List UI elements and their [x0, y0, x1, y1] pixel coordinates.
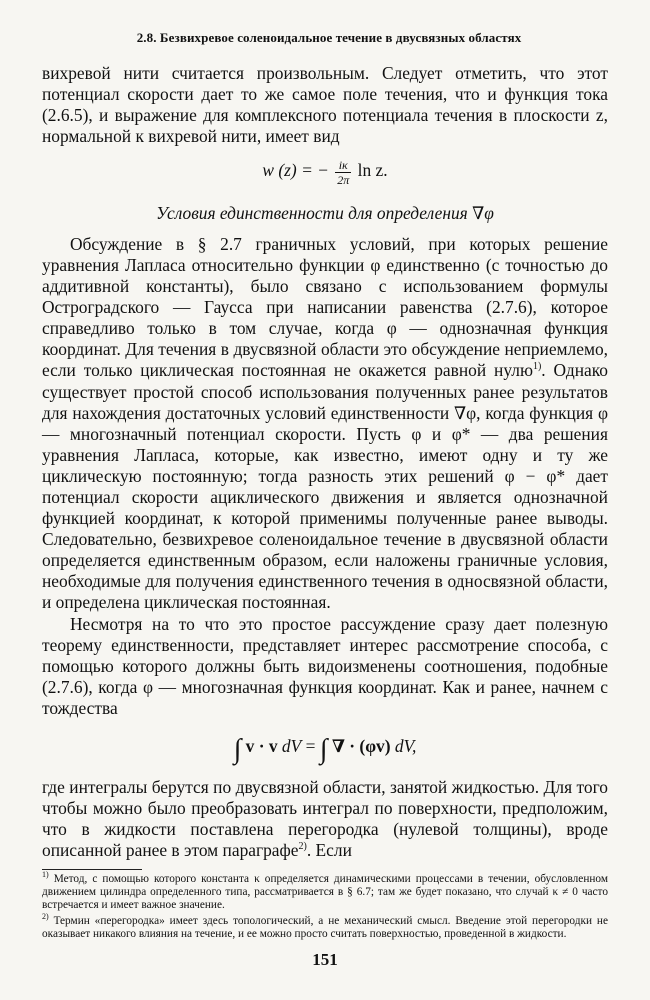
paragraph-4-text: где интегралы берутся по двусвязной области, занятой жидкостью. Для того чтобы можно было преобразовать интеграл по поверхности, предположим, что в жидкости поставлена перегородка (нулевой толщины), вроде описанной ранее в этом параграфе [42, 777, 608, 861]
integral-sign-1: ∫ [233, 734, 242, 766]
footnote-1 [42, 870, 608, 912]
running-head: 2.8. Безвихревое соленоидальное течение в двусвязных областях [136, 30, 522, 45]
page-number: 151 [312, 950, 338, 969]
footnote-divider [42, 869, 142, 870]
footnote-2 [42, 912, 608, 941]
paragraph-3: Несмотря на то что это простое рассуждение сразу дает полезную теорему единственности, представляет интерес рассмотрение способа, с помощью которого должны быть видоизменены соотношения, подобные (2.7.6), когда φ — многозначная функция координат. Как и ранее, начнем с тождества [42, 613, 608, 718]
paragraph-2-text: Обсуждение в § 2.7 граничных условий, при которых решение уравнения Лапласа относительно функции φ единственно (с точностью до аддитивной константы), было связано с использованием формулы Остроградского — Гаусса при написании равенства (2.7.6), которое справедливо только в том случае, когда φ — однозначная функция координат. Для течения в двусвязной области это обсуждение неприемлемо, если только циклическая постоянная не окажется равной нулю [42, 233, 608, 381]
fraction-denominator: 2π [337, 172, 350, 187]
paragraph-4 [42, 777, 608, 861]
paragraph-2-cont: . Однако существует простой способ использования полученных ранее результатов для нахождения достаточных условий единственности ∇φ, когда функция φ — многозначный потенциал скорости. Пусть φ и φ* — два решения уравнения Лапласа, которые, как известно, имеют одну и ту же циклическую постоянную; тогда разность этих решений φ − φ* дает потенциал скорости ациклического движения и является однозначной функцией координат, к которой применимы полученные ранее выводы. Следовательно, безвихревое соленоидальное течение в двусвязной области определяется единственным образом, если наложены граничные условия, необходимые для получения единственного течения в односвязной области, и определена циклическая постоянная. [42, 360, 608, 613]
formula-fraction [335, 158, 351, 187]
eq-dv-2: dV, [394, 736, 417, 757]
eq-term-1: v · v [245, 736, 278, 757]
identity-equation [42, 729, 608, 767]
footnote-1-text: Метод, с помощью которого константа κ определяется динамическими процессами в течении, обусловленном движением цилиндра определенного типа, рассматривается в § 6.7; там же будет показано, что случай κ ≠ 0 часто встречается и имеет важное значение. [42, 873, 608, 912]
page [42, 30, 608, 941]
eq-equals: = [305, 736, 316, 757]
footnote-ref-2[interactable]: 2) [298, 841, 307, 853]
footnote-2-text: Термин «перегородка» имеет здесь топологический, а не механический смысл. Введение этой перегородки не оказывает никакого влияния на течение, и ее можно просто считать поверхностью, проведенной в жидкости. [42, 915, 608, 941]
formula-lhs: w (z) = − [262, 160, 329, 181]
paragraph-2 [42, 234, 608, 614]
paragraph-1: вихревой нити считается произвольным. Следует отметить, что этот потенциал скорости дает то же самое поле течения, что и функция тока (2.6.5), и выражение для комплексного потенциала течения в плоскости z, нормальной к вихревой нити, имеет вид [42, 63, 608, 147]
formula-rhs: ln z. [357, 160, 388, 181]
eq-term-2: ∇ · (φv) [331, 736, 391, 757]
section-title: Условия единственности для определения ∇φ [156, 202, 494, 223]
footnote-ref-1[interactable]: 1) [532, 361, 542, 373]
eq-dv-1: dV [281, 736, 302, 757]
complex-potential-formula [42, 155, 608, 187]
fraction-numerator: iκ [335, 158, 351, 173]
paragraph-4-cont: . Если [306, 840, 352, 861]
integral-sign-2: ∫ [319, 734, 328, 766]
footnote-1-mark: 1) [42, 870, 49, 880]
footnote-2-mark: 2) [42, 912, 49, 922]
